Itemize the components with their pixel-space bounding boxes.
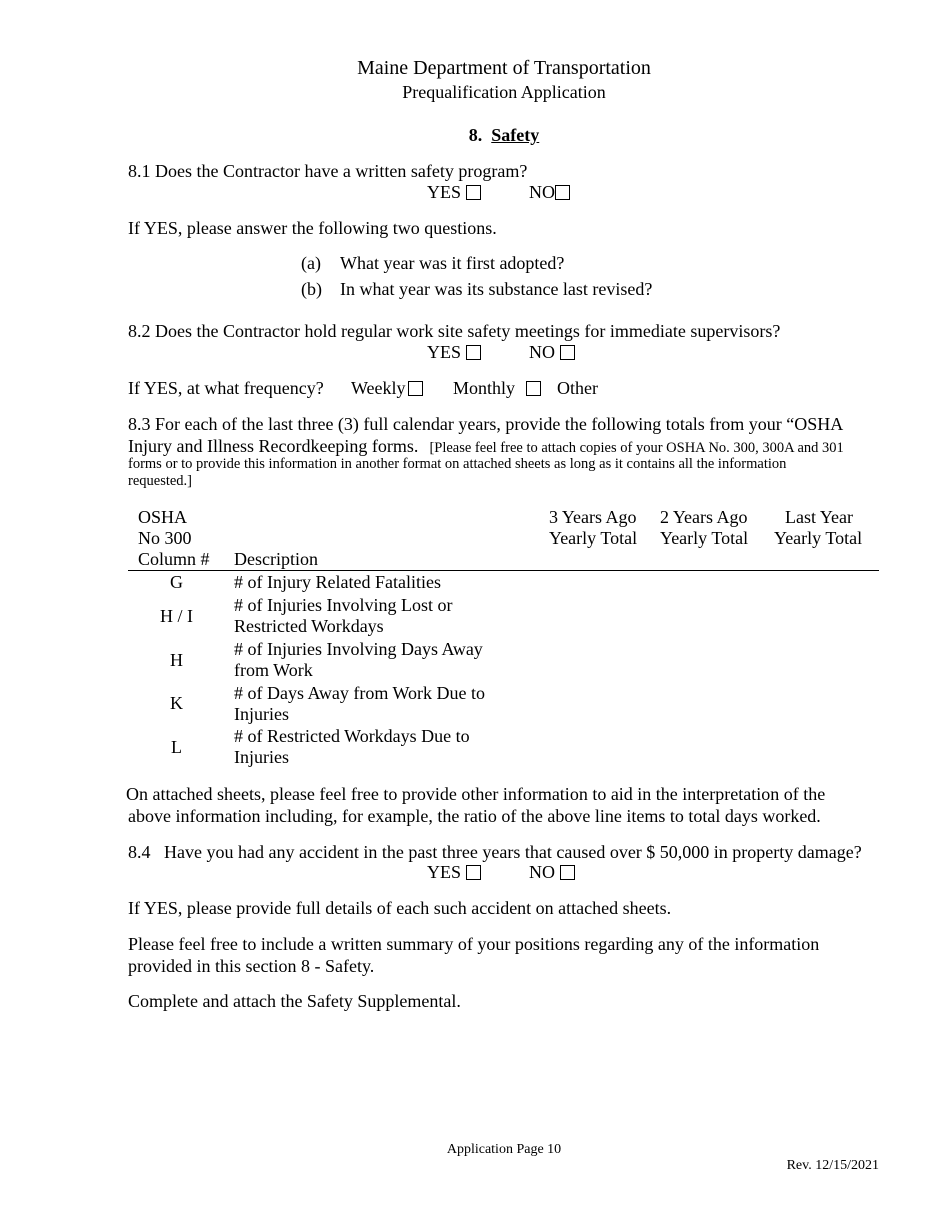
q82-no-label: NO xyxy=(529,342,555,362)
col5-header-line2: Yearly Total xyxy=(774,528,863,548)
q82-weekly-checkbox[interactable] xyxy=(408,381,423,396)
q82-yes-label: YES xyxy=(427,342,462,362)
q82-frequency-label: If YES, at what frequency? xyxy=(128,378,324,398)
q82-yes-group xyxy=(427,342,481,363)
table-header-rule xyxy=(128,570,879,571)
row-g-desc: # of Injury Related Fatalities xyxy=(234,572,441,592)
q82-weekly-group xyxy=(351,378,423,399)
header-org: Maine Department of Transportation xyxy=(357,57,651,79)
col3-header-line1: 3 Years Ago xyxy=(549,507,637,527)
q84-no-label: NO xyxy=(529,862,555,882)
row-hi-code: H / I xyxy=(160,606,193,626)
q81-no-group xyxy=(529,182,570,203)
q81-sub-b-letter: (b) xyxy=(301,279,322,299)
col2-header: Description xyxy=(234,549,318,569)
q84-text: Have you had any accident in the past three years that caused over $ 50,000 in property damage? xyxy=(164,842,862,862)
q82-other-label: Other xyxy=(557,378,598,398)
summary-line1: Please feel free to include a written summary of your positions regarding any of the information xyxy=(128,934,820,954)
q83-line1: 8.3 For each of the last three (3) full calendar years, provide the following totals from your “OSHA xyxy=(128,414,844,434)
q81-no-label: NO xyxy=(529,182,555,202)
q81-no-checkbox[interactable] xyxy=(555,185,570,200)
header-doc: Prequalification Application xyxy=(402,82,606,102)
section-number: 8. xyxy=(468,125,483,145)
q82-yes-checkbox[interactable] xyxy=(466,345,481,360)
q84-followup: If YES, please provide full details of each such accident on attached sheets. xyxy=(128,898,672,918)
q83-line2-note: [Please feel free to attach copies of your OSHA No. 300, 300A and 301 xyxy=(429,440,844,456)
row-h-code: H xyxy=(170,650,183,670)
q82-weekly-label: Weekly xyxy=(351,378,406,398)
col5-header-line1: Last Year xyxy=(785,507,853,527)
footer-page: Application Page 10 xyxy=(446,1142,562,1157)
q81-sub-b-text: In what year was its substance last revised? xyxy=(340,279,653,299)
row-hi-desc-line1: # of Injuries Involving Lost or xyxy=(234,595,453,615)
col4-header-line1: 2 Years Ago xyxy=(660,507,748,527)
row-l-code: L xyxy=(171,737,182,757)
row-k-desc-line2: Injuries xyxy=(234,704,289,724)
q84-no-group xyxy=(529,862,575,883)
row-k-desc-line1: # of Days Away from Work Due to xyxy=(234,683,486,703)
q81-sub-a-text: What year was it first adopted? xyxy=(340,253,565,273)
col1-header-line1: OSHA xyxy=(138,507,188,527)
interpretation-line1: On attached sheets, please feel free to provide other information to aid in the interpretation of the xyxy=(126,784,826,804)
q83-line4: requested.] xyxy=(128,473,193,489)
supplemental-instruction: Complete and attach the Safety Supplemental. xyxy=(128,991,461,1011)
row-k-code: K xyxy=(170,693,183,713)
q81-sub-a-letter: (a) xyxy=(301,253,321,273)
q83-line2 xyxy=(128,436,844,457)
q81-yes-label: YES xyxy=(427,182,462,202)
row-l-desc-line1: # of Restricted Workdays Due to xyxy=(234,726,470,746)
q82-no-group xyxy=(529,342,575,363)
q82-monthly-group xyxy=(453,378,541,399)
q81-text: 8.1 Does the Contractor have a written safety program? xyxy=(128,161,528,181)
section-name: Safety xyxy=(491,125,540,145)
row-h-desc-line2: from Work xyxy=(234,660,313,680)
col4-header-line2: Yearly Total xyxy=(660,528,749,548)
q82-monthly-label: Monthly xyxy=(453,378,516,398)
q83-line2-main: Injury and Illness Recordkeeping forms. xyxy=(128,436,419,456)
q81-yes-checkbox[interactable] xyxy=(466,185,481,200)
row-hi-desc-line2: Restricted Workdays xyxy=(234,616,384,636)
footer-revision: Rev. 12/15/2021 xyxy=(786,1158,879,1173)
q84-no-checkbox[interactable] xyxy=(560,865,575,880)
summary-line2: provided in this section 8 - Safety. xyxy=(128,956,375,976)
q83-line3: forms or to provide this information in another format on attached sheets as long as it contains all the information xyxy=(128,456,787,472)
section-title xyxy=(0,125,950,146)
q82-no-checkbox[interactable] xyxy=(560,345,575,360)
q82-text: 8.2 Does the Contractor hold regular work site safety meetings for immediate supervisors? xyxy=(128,321,781,341)
q84-number: 8.4 xyxy=(128,842,151,862)
q81-yes-group xyxy=(427,182,481,203)
row-g-code: G xyxy=(170,572,183,592)
q84-yes-checkbox[interactable] xyxy=(466,865,481,880)
col1-header-line2: No 300 xyxy=(138,528,192,548)
interpretation-line2: above information including, for example, the ratio of the above line items to total days worked. xyxy=(128,806,821,826)
col3-header-line2: Yearly Total xyxy=(549,528,638,548)
col1-header-line3: Column # xyxy=(138,549,210,569)
q81-followup: If YES, please answer the following two questions. xyxy=(128,218,497,238)
row-h-desc-line1: # of Injuries Involving Days Away xyxy=(234,639,483,659)
q82-monthly-checkbox[interactable] xyxy=(526,381,541,396)
q84-yes-label: YES xyxy=(427,862,462,882)
q84-yes-group xyxy=(427,862,481,883)
row-l-desc-line2: Injuries xyxy=(234,747,289,767)
